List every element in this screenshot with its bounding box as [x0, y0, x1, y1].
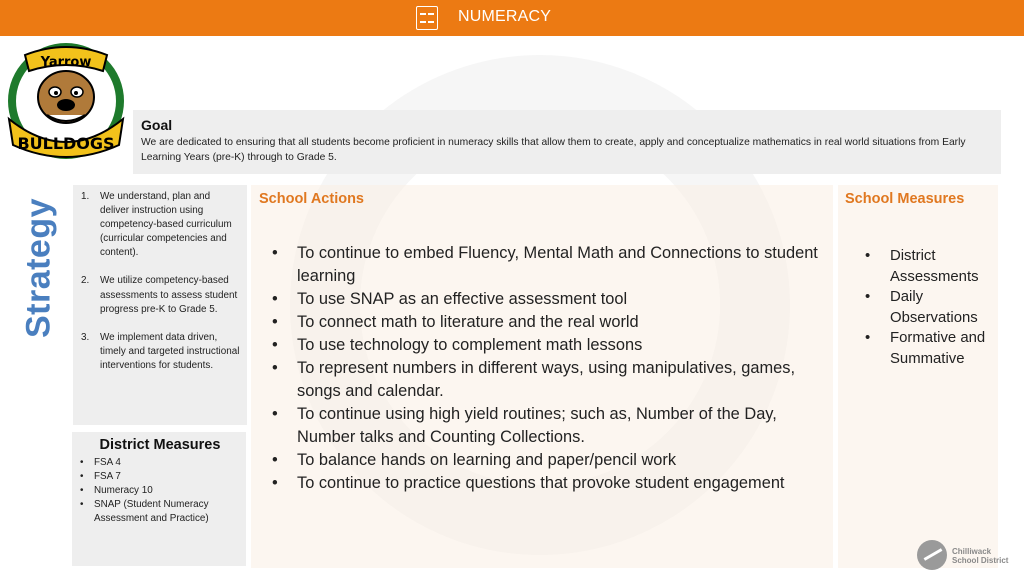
- school-action-item: • To continue to embed Fluency, Mental Math and Connections to student learning: [270, 242, 826, 288]
- school-measure-item: • District Assessments: [863, 246, 995, 287]
- district-logo-icon: [917, 540, 947, 570]
- strategy-title: Strategy: [19, 197, 58, 339]
- district-measures-heading: District Measures: [99, 437, 221, 453]
- school-actions-panel: [251, 185, 833, 568]
- page-title: NUMERACY: [458, 8, 552, 25]
- district-measure-item: • SNAP (Student Numeracy Assessment and Practice): [80, 498, 240, 526]
- school-logo: [3, 37, 130, 162]
- district-measures-box: [72, 432, 246, 566]
- school-actions-list: [270, 242, 826, 495]
- school-action-item: • To balance hands on learning and paper/pencil work: [270, 449, 826, 472]
- school-measure-item: • Daily Observations: [863, 287, 995, 328]
- strategy-item: 1. We understand, plan and deliver instruction using competency-based curriculum (curricular competencies and content).: [81, 191, 232, 259]
- district-measure-item: • FSA 4: [80, 456, 240, 470]
- strategy-item: 2. We utilize competency-based assessments to assess student progress pre-K to Grade 5.: [81, 275, 238, 315]
- school-action-item: • To use technology to complement math lessons: [270, 334, 826, 357]
- goal-box: [133, 110, 1001, 174]
- strategy-item: 3. We implement data driven, timely and targeted instructional interventions for students.: [81, 331, 240, 371]
- school-action-item: • To use SNAP as an effective assessment tool: [270, 288, 826, 311]
- school-actions-heading: School Actions: [259, 191, 364, 207]
- goal-heading: Goal: [141, 117, 173, 133]
- school-measures-heading: School Measures: [845, 191, 965, 207]
- calculator-icon: [416, 6, 438, 30]
- school-measures-panel: [838, 185, 998, 568]
- school-action-item: • To continue to practice questions that provoke student engagement: [270, 472, 826, 495]
- strategy-box: [73, 185, 247, 425]
- svg-text:Yarrow: Yarrow: [40, 55, 92, 70]
- header-bar: [0, 0, 1024, 36]
- strategy-list: [81, 190, 241, 373]
- strategy-label: [18, 188, 60, 348]
- goal-text: We are dedicated to ensuring that all students become proficient in numeracy skills that allow them to create, apply and conceptualize mathematics in real world situations from Early Learning Years (pre-K) through to Grade 5.: [141, 137, 966, 163]
- school-measure-item: • Formative and Summative: [863, 328, 995, 369]
- district-logo: [915, 539, 1020, 573]
- district-logo-name: Chilliwack School District: [952, 547, 1009, 565]
- district-measures-list: [80, 456, 240, 526]
- svg-text:BULLDOGS: BULLDOGS: [17, 134, 115, 153]
- school-action-item: • To connect math to literature and the real world: [270, 311, 826, 334]
- district-measure-item: • FSA 7: [80, 470, 240, 484]
- school-measures-list: [863, 246, 995, 369]
- district-measure-item: • Numeracy 10: [80, 484, 240, 498]
- school-action-item: • To continue using high yield routines; such as, Number of the Day, Number talks and Counting Collections.: [270, 403, 826, 449]
- school-action-item: • To represent numbers in different ways, using manipulatives, games, songs and calendar.: [270, 357, 826, 403]
